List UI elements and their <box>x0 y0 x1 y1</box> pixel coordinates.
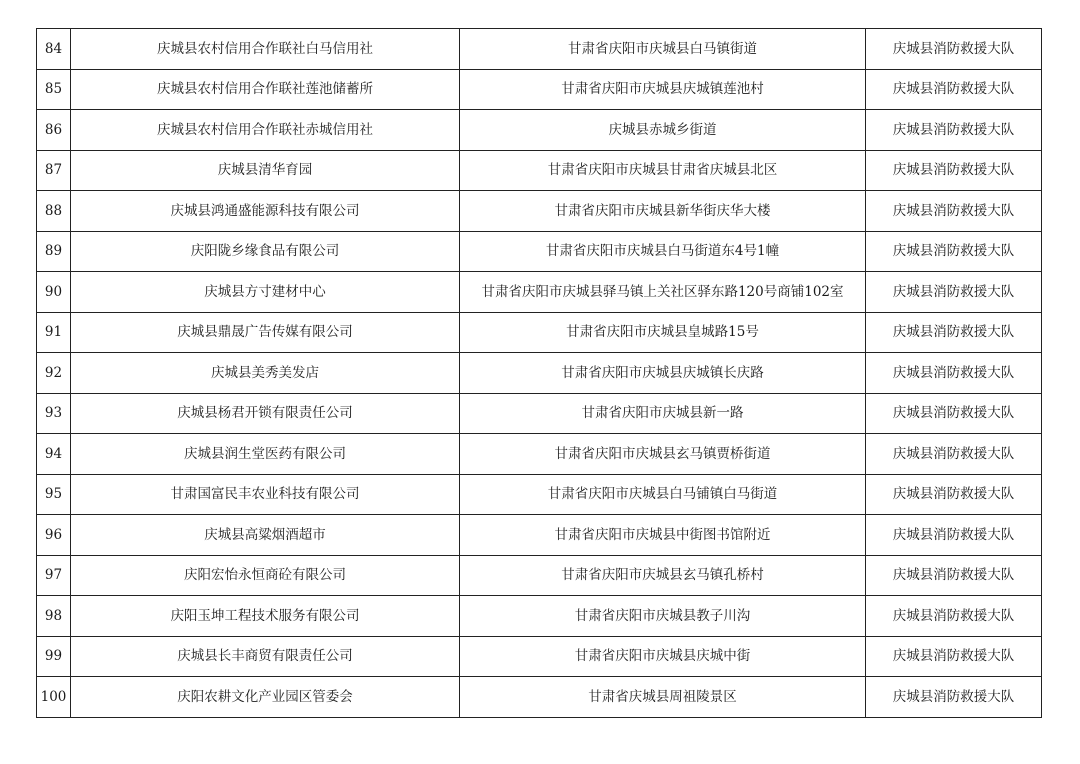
row-number-cell: 96 <box>37 515 71 556</box>
unit-name-cell: 庆城县鸿通盛能源科技有限公司 <box>71 191 460 232</box>
table-row <box>37 555 1042 596</box>
unit-name-cell: 庆阳农耕文化产业园区管委会 <box>71 677 460 718</box>
unit-name-cell: 庆城县杨君开锁有限责任公司 <box>71 393 460 434</box>
supervising-unit-cell: 庆城县消防救援大队 <box>866 231 1042 272</box>
row-number-cell: 90 <box>37 272 71 313</box>
table-row <box>37 353 1042 394</box>
supervising-unit-cell: 庆城县消防救援大队 <box>866 474 1042 515</box>
row-number-cell: 97 <box>37 555 71 596</box>
unit-name-cell: 甘肃国富民丰农业科技有限公司 <box>71 474 460 515</box>
unit-name-cell: 庆城县长丰商贸有限责任公司 <box>71 636 460 677</box>
table-row <box>37 596 1042 637</box>
row-number-cell: 95 <box>37 474 71 515</box>
supervising-unit-cell: 庆城县消防救援大队 <box>866 393 1042 434</box>
table-body <box>37 29 1042 718</box>
address-cell: 甘肃省庆阳市庆城县驿马镇上关社区驿东路120号商铺102室 <box>460 272 866 313</box>
unit-name-cell: 庆城县方寸建材中心 <box>71 272 460 313</box>
table-row <box>37 231 1042 272</box>
address-cell: 甘肃省庆阳市庆城县玄马镇贾桥街道 <box>460 434 866 475</box>
address-cell: 甘肃省庆阳市庆城县庆城镇莲池村 <box>460 69 866 110</box>
unit-list-table <box>36 28 1042 718</box>
address-cell: 甘肃省庆城县周祖陵景区 <box>460 677 866 718</box>
row-number-cell: 84 <box>37 29 71 70</box>
unit-name-cell: 庆阳陇乡缘食品有限公司 <box>71 231 460 272</box>
supervising-unit-cell: 庆城县消防救援大队 <box>866 150 1042 191</box>
unit-name-cell: 庆城县农村信用合作联社莲池储蓄所 <box>71 69 460 110</box>
supervising-unit-cell: 庆城县消防救援大队 <box>866 555 1042 596</box>
supervising-unit-cell: 庆城县消防救援大队 <box>866 272 1042 313</box>
address-cell: 甘肃省庆阳市庆城县白马街道东4号1幢 <box>460 231 866 272</box>
supervising-unit-cell: 庆城县消防救援大队 <box>866 69 1042 110</box>
row-number-cell: 99 <box>37 636 71 677</box>
row-number-cell: 93 <box>37 393 71 434</box>
address-cell: 甘肃省庆阳市庆城县庆城中街 <box>460 636 866 677</box>
row-number-cell: 86 <box>37 110 71 151</box>
table-row <box>37 312 1042 353</box>
address-cell: 甘肃省庆阳市庆城县新一路 <box>460 393 866 434</box>
address-cell: 甘肃省庆阳市庆城县中街图书馆附近 <box>460 515 866 556</box>
row-number-cell: 89 <box>37 231 71 272</box>
table-row <box>37 29 1042 70</box>
row-number-cell: 87 <box>37 150 71 191</box>
unit-name-cell: 庆城县农村信用合作联社白马信用社 <box>71 29 460 70</box>
supervising-unit-cell: 庆城县消防救援大队 <box>866 191 1042 232</box>
address-cell: 甘肃省庆阳市庆城县教子川沟 <box>460 596 866 637</box>
supervising-unit-cell: 庆城县消防救援大队 <box>866 312 1042 353</box>
table-row <box>37 272 1042 313</box>
address-cell: 甘肃省庆阳市庆城县甘肃省庆城县北区 <box>460 150 866 191</box>
address-cell: 甘肃省庆阳市庆城县庆城镇长庆路 <box>460 353 866 394</box>
table-row <box>37 110 1042 151</box>
unit-name-cell: 庆城县清华育园 <box>71 150 460 191</box>
supervising-unit-cell: 庆城县消防救援大队 <box>866 353 1042 394</box>
row-number-cell: 100 <box>37 677 71 718</box>
supervising-unit-cell: 庆城县消防救援大队 <box>866 29 1042 70</box>
table-row <box>37 636 1042 677</box>
unit-name-cell: 庆阳宏怡永恒商砼有限公司 <box>71 555 460 596</box>
supervising-unit-cell: 庆城县消防救援大队 <box>866 677 1042 718</box>
row-number-cell: 98 <box>37 596 71 637</box>
row-number-cell: 92 <box>37 353 71 394</box>
table-row <box>37 677 1042 718</box>
row-number-cell: 91 <box>37 312 71 353</box>
address-cell: 甘肃省庆阳市庆城县新华街庆华大楼 <box>460 191 866 232</box>
table-row <box>37 515 1042 556</box>
address-cell: 甘肃省庆阳市庆城县皇城路15号 <box>460 312 866 353</box>
supervising-unit-cell: 庆城县消防救援大队 <box>866 515 1042 556</box>
supervising-unit-cell: 庆城县消防救援大队 <box>866 636 1042 677</box>
address-cell: 庆城县赤城乡街道 <box>460 110 866 151</box>
unit-name-cell: 庆城县美秀美发店 <box>71 353 460 394</box>
table-row <box>37 191 1042 232</box>
unit-name-cell: 庆城县鼎晟广告传媒有限公司 <box>71 312 460 353</box>
address-cell: 甘肃省庆阳市庆城县白马铺镇白马街道 <box>460 474 866 515</box>
row-number-cell: 94 <box>37 434 71 475</box>
address-cell: 甘肃省庆阳市庆城县白马镇街道 <box>460 29 866 70</box>
supervising-unit-cell: 庆城县消防救援大队 <box>866 434 1042 475</box>
table-row <box>37 150 1042 191</box>
supervising-unit-cell: 庆城县消防救援大队 <box>866 596 1042 637</box>
address-cell: 甘肃省庆阳市庆城县玄马镇孔桥村 <box>460 555 866 596</box>
unit-name-cell: 庆城县高粱烟酒超市 <box>71 515 460 556</box>
table-row <box>37 434 1042 475</box>
row-number-cell: 85 <box>37 69 71 110</box>
supervising-unit-cell: 庆城县消防救援大队 <box>866 110 1042 151</box>
table-row <box>37 69 1042 110</box>
row-number-cell: 88 <box>37 191 71 232</box>
unit-name-cell: 庆城县农村信用合作联社赤城信用社 <box>71 110 460 151</box>
table-row <box>37 474 1042 515</box>
table-row <box>37 393 1042 434</box>
unit-name-cell: 庆城县润生堂医药有限公司 <box>71 434 460 475</box>
unit-name-cell: 庆阳玉坤工程技术服务有限公司 <box>71 596 460 637</box>
